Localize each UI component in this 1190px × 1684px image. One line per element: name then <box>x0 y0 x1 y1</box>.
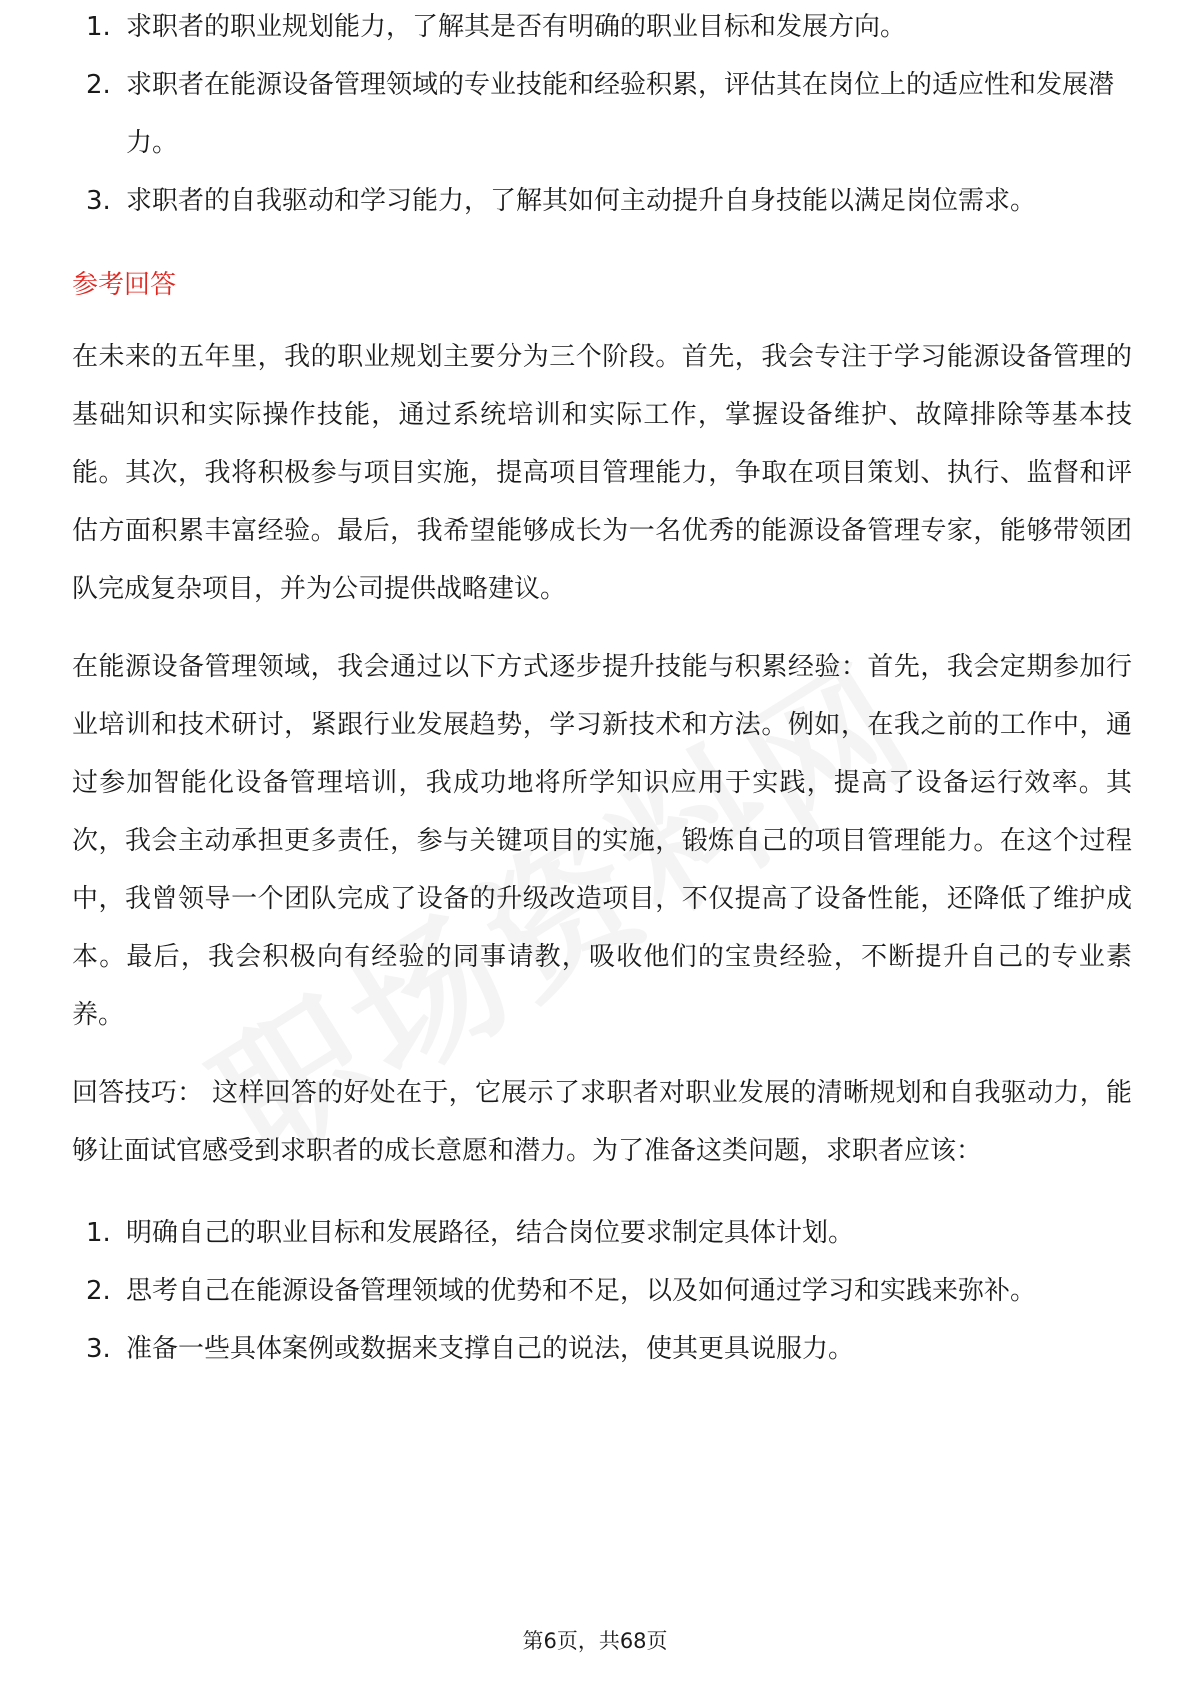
list-text: 求职者在能源设备管理领域的专业技能和经验积累，评估其在岗位上的适应性和发展潜力。 <box>126 70 1115 158</box>
list-number: 3. <box>86 186 111 216</box>
list-item <box>72 1204 1132 1262</box>
answer-paragraph: 在未来的五年里，我的职业规划主要分为三个阶段。首先，我会专注于学习能源设备管理的基础知识和实际操作技能，通过系统培训和实际工作，掌握设备维护、故障排除等基本技能。其次，我将积极参与项目实施，提高项目管理能力，争取在项目策划、执行、监督和评估方面积累丰富经验。最后，我希望能够成长为一名优秀的能源设备管理专家，能够带领团队完成复杂项目，并为公司提供战略建议。 <box>72 342 1132 604</box>
list-number: 1. <box>86 12 111 42</box>
page-number-footer: 第6页，共68页 <box>522 1629 668 1653</box>
answer-paragraph: 在能源设备管理领域，我会通过以下方式逐步提升技能与积累经验：首先，我会定期参加行业培训和技术研讨，紧跟行业发展趋势，学习新技术和方法。例如，在我之前的工作中，通过参加智能化设备管理培训，我成功地将所学知识应用于实践，提高了设备运行效率。其次，我会主动承担更多责任，参与关键项目的实施，锻炼自己的项目管理能力。在这个过程中，我曾领导一个团队完成了设备的升级改造项目，不仅提高了设备性能，还降低了维护成本。最后，我会积极向有经验的同事请教，吸收他们的宝贵经验，不断提升自己的专业素养。 <box>72 652 1132 1030</box>
list-number: 1. <box>86 1218 111 1248</box>
list-item <box>72 56 1132 172</box>
list-text: 思考自己在能源设备管理领域的优势和不足，以及如何通过学习和实践来弥补。 <box>126 1276 1037 1306</box>
list-text: 求职者的自我驱动和学习能力，了解其如何主动提升自身技能以满足岗位需求。 <box>126 186 1037 216</box>
page-content <box>72 12 1132 1378</box>
list-item <box>72 1262 1132 1320</box>
list-item <box>72 172 1132 230</box>
list-item <box>72 1320 1132 1378</box>
list-text: 准备一些具体案例或数据来支撑自己的说法，使其更具说服力。 <box>126 1334 855 1364</box>
list-number: 2. <box>86 70 111 100</box>
list-text: 明确自己的职业目标和发展路径，结合岗位要求制定具体计划。 <box>126 1218 855 1248</box>
list-text: 求职者的职业规划能力，了解其是否有明确的职业目标和发展方向。 <box>126 12 907 42</box>
list-item <box>72 0 1132 56</box>
list-number: 2. <box>86 1276 111 1306</box>
tips-list <box>72 1204 1132 1378</box>
list-number: 3. <box>86 1334 111 1364</box>
tips-intro: 回答技巧： 这样回答的好处在于，它展示了求职者对职业发展的清晰规划和自我驱动力，能够让面试官感受到求职者的成长意愿和潜力。为了准备这类问题，求职者应该： <box>72 1078 1132 1166</box>
answer-heading: 参考回答 <box>72 270 177 300</box>
question-focus-list <box>72 0 1132 230</box>
